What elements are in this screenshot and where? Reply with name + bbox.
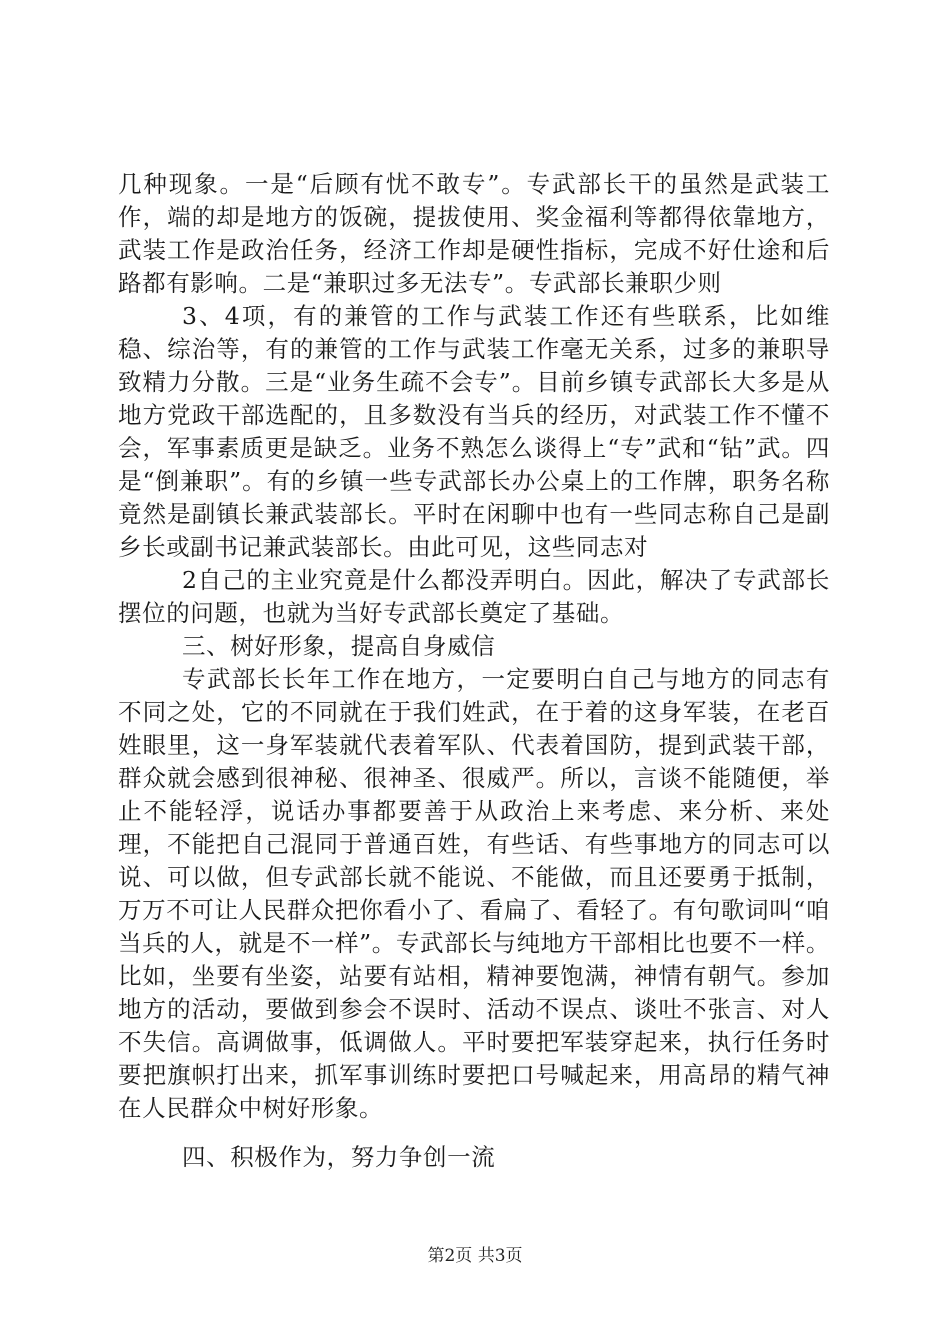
paragraph-concurrent-posts: 3、4项，有的兼管的工作与武装工作还有些联系，比如维稳、综治等，有的兼管的工作与武装工作毫无关系，过多的兼职导致精力分散。三是“业务生疏不会专”。目前乡镇专武部长大多是从地方党政干部选配的，且多数没有当兵的经历，对武装工作不懂不会，军事素质更是缺乏。业务不熟怎么谈得上“专”武和“钻”武。四是“倒兼职”。有的乡镇一些专武部长办公桌上的工作牌，职务名称竟然是副镇长兼武装部长。平时在闲聊中也有一些同志称自己是副乡长或副书记兼武装部长。由此可见，这些同志对 xyxy=(118,302,830,561)
page-footer xyxy=(0,1245,950,1267)
document-body xyxy=(118,168,830,1174)
paragraph-main-duty: 2自己的主业究竟是什么都没弄明白。因此，解决了专武部长摆位的问题，也就为当好专武部长奠定了基础。 xyxy=(118,566,830,627)
section-heading-image: 三、树好形象，提高自身威信 xyxy=(182,632,496,660)
paragraph-image-body: 专武部长长年工作在地方，一定要明白自己与地方的同志有不同之处，它的不同就在于我们姓武，在于着的这身军装，在老百姓眼里，这一身军装就代表着军队、代表着国防，提到武装干部，群众就会感到很神秘、很神圣、很威严。所以，言谈不能随便，举止不能轻浮，说话办事都要善于从政治上来考虑、来分析、来处理，不能把自己混同于普通百姓，有些话、有些事地方的同志可以说、可以做，但专武部长就不能说、不能做，而且还要勇于抵制，万万不可让人民群众把你看小了、看扁了、看轻了。有句歌词叫“咱当兵的人，就是不一样”。专武部长与纯地方干部相比也要不一样。比如，坐要有坐姿，站要有站相，精神要饱满，神情有朝气。参加地方的活动，要做到参会不误时、活动不误点、谈吐不张言、对人不失信。高调做事，低调做人。平时要把军装穿起来，执行任务时要把旗帜打出来，抓军事训练时要把口号喊起来，用高昂的精气神在人民群众中树好形象。 xyxy=(118,665,830,1122)
section-heading-initiative: 四、积极作为，努力争创一流 xyxy=(182,1143,496,1171)
page-number-label: 第2页 共3页 xyxy=(427,1246,523,1266)
paragraph-continuation: 几种现象。一是“后顾有忧不敢专”。专武部长干的虽然是武装工作，端的却是地方的饭碗，提拔使用、奖金福利等都得依靠地方，武装工作是政治任务，经济工作却是硬性指标，完成不好仕途和后路都有影响。二是“兼职过多无法专”。专武部长兼职少则 xyxy=(118,170,830,297)
